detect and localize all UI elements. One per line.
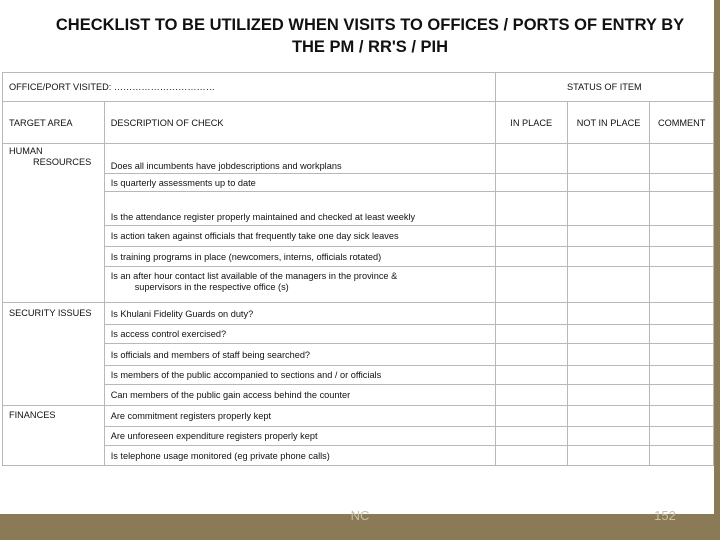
col-target-area: TARGET AREA: [3, 102, 105, 144]
comment-cell[interactable]: [650, 446, 714, 466]
footer-center-mark: NC: [350, 508, 370, 523]
area-finances: FINANCES: [3, 406, 105, 466]
area-hr-line-1: HUMAN: [9, 146, 43, 156]
comment-cell[interactable]: [650, 267, 714, 303]
area-hr-line-2: RESOURCES: [33, 157, 92, 167]
not-in-place-cell[interactable]: [567, 267, 650, 303]
comment-cell[interactable]: [650, 366, 714, 385]
in-place-cell[interactable]: [495, 446, 567, 466]
not-in-place-cell[interactable]: [567, 427, 650, 446]
area-security-issues: SECURITY ISSUES: [3, 303, 105, 406]
comment-cell[interactable]: [650, 427, 714, 446]
check-item: Is training programs in place (newcomers, interns, officials rotated): [104, 247, 495, 267]
not-in-place-cell[interactable]: [567, 385, 650, 406]
in-place-cell[interactable]: [495, 344, 567, 366]
not-in-place-cell[interactable]: [567, 144, 650, 174]
not-in-place-cell[interactable]: [567, 406, 650, 427]
office-visited-label: OFFICE/PORT VISITED: ……………………………: [3, 73, 496, 102]
comment-cell[interactable]: [650, 144, 714, 174]
comment-cell[interactable]: [650, 247, 714, 267]
not-in-place-cell[interactable]: [567, 344, 650, 366]
in-place-cell[interactable]: [495, 385, 567, 406]
col-in-place: IN PLACE: [495, 102, 567, 144]
in-place-cell[interactable]: [495, 247, 567, 267]
comment-cell[interactable]: [650, 406, 714, 427]
in-place-cell[interactable]: [495, 267, 567, 303]
check-item-line-2: supervisors in the respective office (s): [134, 282, 289, 292]
in-place-cell[interactable]: [495, 174, 567, 192]
area-human-resources: [3, 144, 105, 303]
not-in-place-cell[interactable]: [567, 192, 650, 226]
check-item: Is the attendance register properly maintained and checked at least weekly: [104, 192, 495, 226]
check-item: Is Khulani Fidelity Guards on duty?: [104, 303, 495, 325]
comment-cell[interactable]: [650, 192, 714, 226]
col-not-in-place: NOT IN PLACE: [567, 102, 650, 144]
check-item: Is access control exercised?: [104, 325, 495, 344]
not-in-place-cell[interactable]: [567, 325, 650, 344]
comment-cell[interactable]: [650, 174, 714, 192]
right-decorative-bar: [714, 0, 720, 540]
in-place-cell[interactable]: [495, 192, 567, 226]
page-number: 152: [654, 508, 676, 523]
in-place-cell[interactable]: [495, 366, 567, 385]
check-item: Are unforeseen expenditure registers properly kept: [104, 427, 495, 446]
in-place-cell[interactable]: [495, 144, 567, 174]
comment-cell[interactable]: [650, 226, 714, 247]
in-place-cell[interactable]: [495, 325, 567, 344]
check-item: Is members of the public accompanied to sections and / or officials: [104, 366, 495, 385]
in-place-cell[interactable]: [495, 427, 567, 446]
col-description: DESCRIPTION OF CHECK: [104, 102, 495, 144]
check-item: Are commitment registers properly kept: [104, 406, 495, 427]
not-in-place-cell[interactable]: [567, 446, 650, 466]
page-title: [0, 14, 720, 58]
comment-cell[interactable]: [650, 325, 714, 344]
check-item: Does all incumbents have jobdescriptions and workplans: [104, 144, 495, 174]
comment-cell[interactable]: [650, 385, 714, 406]
check-item: Is telephone usage monitored (eg private phone calls): [104, 446, 495, 466]
check-item: Is quarterly assessments up to date: [104, 174, 495, 192]
in-place-cell[interactable]: [495, 303, 567, 325]
not-in-place-cell[interactable]: [567, 247, 650, 267]
not-in-place-cell[interactable]: [567, 366, 650, 385]
in-place-cell[interactable]: [495, 226, 567, 247]
comment-cell[interactable]: [650, 344, 714, 366]
not-in-place-cell[interactable]: [567, 174, 650, 192]
check-item: Is officials and members of staff being searched?: [104, 344, 495, 366]
in-place-cell[interactable]: [495, 406, 567, 427]
check-item: Can members of the public gain access behind the counter: [104, 385, 495, 406]
comment-cell[interactable]: [650, 303, 714, 325]
col-comment: COMMENT: [650, 102, 714, 144]
not-in-place-cell[interactable]: [567, 226, 650, 247]
check-item-line-1: Is an after hour contact list available of the managers in the province &: [110, 271, 398, 281]
checklist-table: [2, 72, 714, 466]
check-item: Is action taken against officials that frequently take one day sick leaves: [104, 226, 495, 247]
check-item: [104, 267, 495, 303]
title-line-1: CHECKLIST TO BE UTILIZED WHEN VISITS TO OFFICES / PORTS OF ENTRY BY: [55, 16, 685, 34]
not-in-place-cell[interactable]: [567, 303, 650, 325]
status-of-item-header: STATUS OF ITEM: [495, 73, 713, 102]
title-line-2: THE PM / RR'S / PIH: [291, 38, 449, 56]
